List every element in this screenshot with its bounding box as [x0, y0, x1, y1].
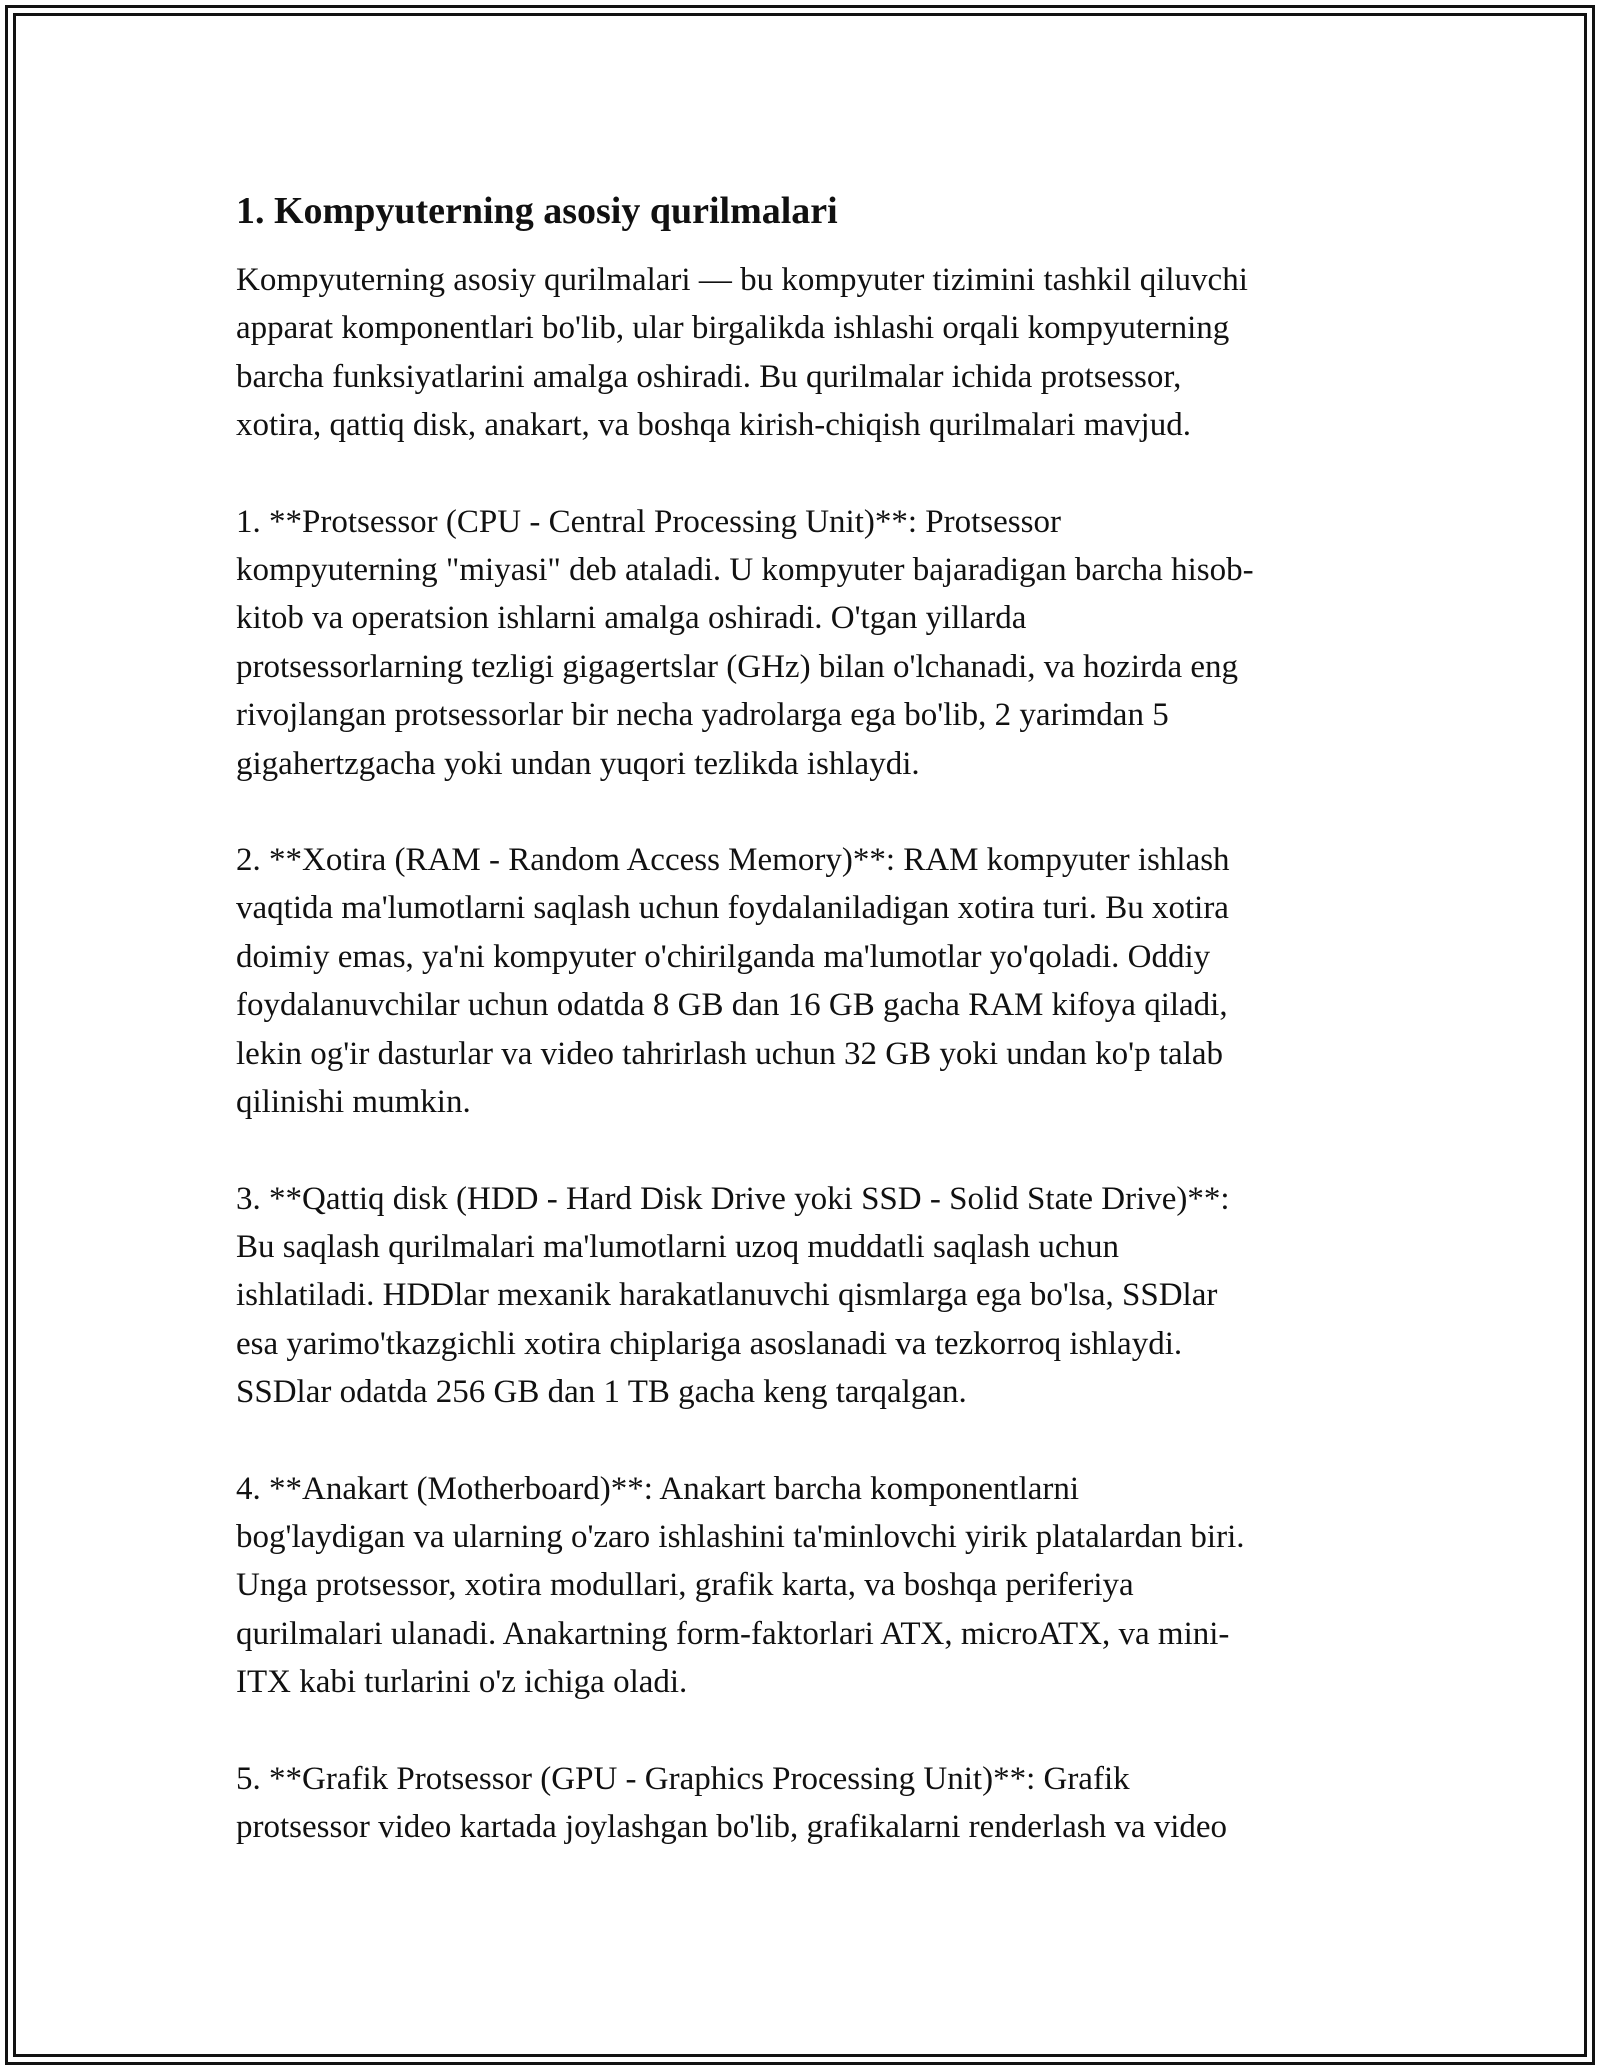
section-heading: 1. Kompyuterning asosiy qurilmalari [236, 190, 838, 232]
paragraph-ram: 2. **Xotira (RAM - Random Access Memory)**: RAM kompyuter ishlash vaqtida ma'lumotlarni saqlash uchun foydalaniladigan xotira turi. Bu xotira doimiy emas, ya'ni kompyuter o'chirilganda ma'lumotlar yo'qoladi. Oddiy foydalanuvchilar uchun odatda 8 GB dan 16 GB gacha RAM kifoya qiladi, lekin og'ir dasturlar va video tahrirlash uchun 32 GB yoki undan ko'p talab qilinishi mumkin. [236, 842, 1230, 1121]
paragraph-storage: 3. **Qattiq disk (HDD - Hard Disk Drive yoki SSD - Solid State Drive)**: Bu saqlash qurilmalari ma'lumotlarni uzoq muddatli saqlash uchun ishlatiladi. HDDlar mexanik harakatlanuvchi qismlarga ega bo'lsa, SSDlar esa yarimo'tkazgichli xotira chiplariga asoslanadi va tezkorroq ishlaydi. SSDlar odatda 256 GB dan 1 TB gacha keng tarqalgan. [236, 1180, 1230, 1411]
paragraph-motherboard: 4. **Anakart (Motherboard)**: Anakart barcha komponentlarni bog'laydigan va ularning o'zaro ishlashini ta'minlovchi yirik platalardan biri. Unga protsessor, xotira modullari, grafik karta, va boshqa periferiya qurilmalari ulanadi. Anakartning form-faktorlari ATX, microATX, va mini- ITX kabi turlarini o'z ichiga oladi. [236, 1470, 1245, 1701]
paragraph-gpu: 5. **Grafik Protsessor (GPU - Graphics Processing Unit)**: Grafik protsessor video kartada joylashgan bo'lib, grafikalarni renderlash va video [236, 1760, 1228, 1845]
intro-paragraph: Kompyuterning asosiy qurilmalari — bu kompyuter tizimini tashkil qiluvchi apparat komponentlari bo'lib, ular birgalikda ishlashi orqali kompyuterning barcha funksiyatlarini amalga oshiradi. Bu qurilmalar ichida protsessor, xotira, qattiq disk, anakart, va boshqa kirish-chiqish qurilmalari mavjud. [236, 262, 1248, 444]
document-body [236, 186, 1366, 1851]
paragraph-cpu: 1. **Protsessor (CPU - Central Processing Unit)**: Protsessor kompyuterning "miyasi" deb ataladi. U kompyuter bajaradigan barcha hisob- kitob va operatsion ishlarni amalga oshiradi. O'tgan yillarda protsessorlarning tezligi gigagertslar (GHz) bilan o'lchanadi, va hozirda eng rivojlangan protsessorlar bir necha yadrolarga ega bo'lib, 2 yarimdan 5 gigahertzgacha yoki undan yuqori tezlikda ishlaydi. [236, 503, 1254, 782]
